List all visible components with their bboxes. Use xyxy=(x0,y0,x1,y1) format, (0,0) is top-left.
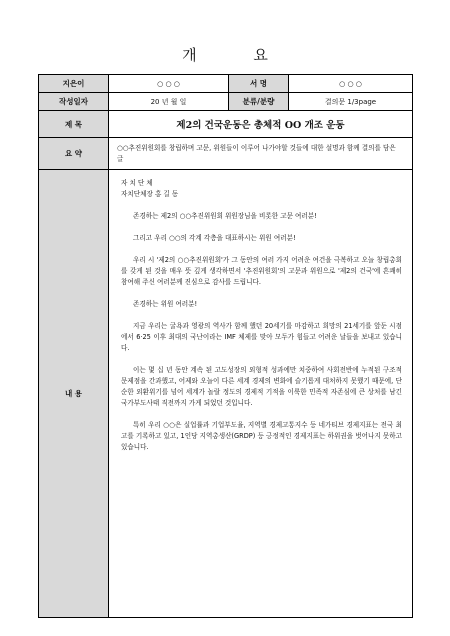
signature-value: ○ ○ ○ xyxy=(289,75,413,93)
row-author xyxy=(39,75,413,93)
date-value: 20 년 월 일 xyxy=(109,93,229,111)
subject-value: 제2의 건국운동은 총체적 OO 개조 운동 xyxy=(109,111,413,138)
content-paragraph: 우리 시 '제2의 ○○추진위원회'가 그 동안의 여러 가지 어려운 여건을 극복하고 오늘 창립총회를 갖게 된 것을 매우 뜻 깊게 생각하면서 '추진위원회'의 고문과 위원으로 '제2의 건국'에 흔쾌히 참여해 주신 여러분께 진심으로 감사를 드립니다. xyxy=(121,256,402,286)
page-title: 개 요 xyxy=(182,46,294,64)
row-subject xyxy=(39,111,413,138)
content-paragraph: 특히 우리 ○○은 실업률과 기업부도율, 지역별 경제고통지수 등 네가티브 경제지표는 전국 최고를 기록하고 있고, 1인당 지역총생산(GRDP) 등 긍정적인 경제지표는 하위권을 벗어나지 못하고 있습니다. xyxy=(121,421,402,451)
category-value: 결의문 1/3page xyxy=(289,93,413,111)
row-date xyxy=(39,93,413,111)
content-paragraph: 그리고 우리 ○○의 각계 각층을 대표하시는 위원 여러분! xyxy=(133,234,296,242)
content-paragraph: 존경하는 위원 여러분! xyxy=(133,300,198,308)
summary-label: 요 약 xyxy=(39,138,109,170)
category-label: 분류/분량 xyxy=(229,93,289,111)
summary-form xyxy=(38,74,413,618)
content-paragraph: 이는 몇 십 년 동안 계속 된 고도성장의 외형적 성과에만 치중하여 사회전반에 누적된 구조적 문제점을 간과했고, 어제와 오늘이 다른 세계 경제의 변화에 슬기롭게 대처하지 못했기 때문에, 단순한 외환위기를 넘어 세계가 놀랄 정도의 경제적 기적을 이룩한 민족적 자존심에 큰 상처를 남긴 국가부도사태 직전까지 가게 되었던 것입니다. xyxy=(121,366,402,407)
content-body xyxy=(109,170,413,618)
row-summary xyxy=(39,138,413,170)
row-content xyxy=(39,170,413,618)
subject-label: 제 목 xyxy=(39,111,109,138)
signature-label: 서 명 xyxy=(229,75,289,93)
summary-value: ○○추진위원회를 창립하며 고문, 위원들이 이루어 나가야할 것들에 대한 설명과 함께 결의를 담은 글 xyxy=(109,138,413,170)
content-label: 내 용 xyxy=(39,170,109,618)
content-paragraph: 존경하는 제2의 ○○추진위원회 위원장님을 비롯한 고문 여러분! xyxy=(133,212,317,220)
author-value: ○ ○ ○ xyxy=(109,75,229,93)
content-line-org: 자 치 단 체 xyxy=(121,179,153,187)
content-line-author: 자치단체장 홍 길 동 xyxy=(121,190,179,198)
content-paragraph: 지금 우리는 굴욕과 영광의 역사가 함께 했던 20세기를 마감하고 희망의 21세기를 앞둔 시점에서 6·25 이후 최대의 국난이라는 IMF 체제를 맞아 모두가 힘들고 어려운 날들을 보내고 있습니다. xyxy=(121,322,402,352)
date-label: 작성일자 xyxy=(39,93,109,111)
author-label: 지은이 xyxy=(39,75,109,93)
